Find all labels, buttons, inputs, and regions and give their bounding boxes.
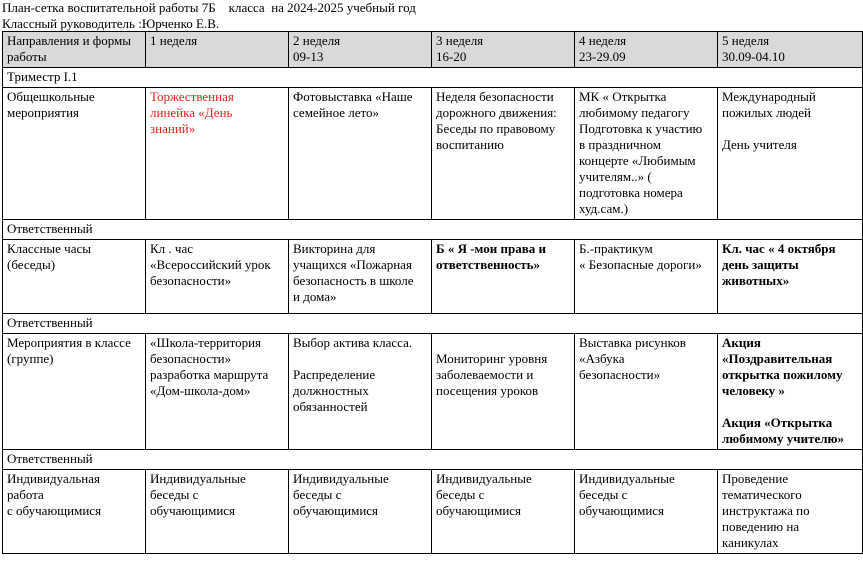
document-title: План-сетка воспитательной работы 7Б класса на 2024-2025 учебный год [2,0,416,15]
text-line: и дома» [293,289,337,304]
school-events-label [3,88,146,220]
text-line: Индивидуальные [150,471,246,486]
header-week-2-cell [289,32,432,68]
class-events-week-1 [146,334,289,450]
class-events-week-4 [575,334,718,450]
text-line: подготовка номера [579,185,683,200]
text-line: 23-29.09 [579,49,626,64]
text-line: «Дом-школа-дом» [150,383,251,398]
text-line: Акция [722,335,761,350]
text-line: тематического [722,487,802,502]
individual-work-row [3,470,863,554]
text-line: обязанностей [293,399,368,414]
text-line: Классные часы [7,241,91,256]
text-line: обучающимися [150,503,236,518]
school-events-row [3,88,863,220]
class-hours-week-2 [289,240,432,314]
text-line: безопасность в школе [293,273,414,288]
responsible-label: Ответственный [3,450,863,470]
text-line: безопасности» [579,367,661,382]
text-line: 09-13 [293,49,324,64]
text-line: человеку » [722,383,785,398]
individual-work-week-2 [289,470,432,554]
text-line: Мероприятия в классе [7,335,131,350]
header-week-4-cell [575,32,718,68]
text-line: Индивидуальные [293,471,389,486]
header-week-5-cell [718,32,863,68]
header-week-1-cell [146,32,289,68]
responsible-label: Ответственный [3,314,863,334]
text-line: беседы с [579,487,628,502]
text-line: « Безопасные дороги» [579,257,702,272]
text-line: семейное лето» [293,105,380,120]
text-line: (группе) [7,351,54,366]
school-events-week-2 [289,88,432,220]
text-line: 30.09-04.10 [722,49,785,64]
school-events-week-5 [718,88,863,220]
text-line: поведению на [722,519,800,534]
text-line: посещения уроков [436,383,539,398]
text-line: обучающимися [293,503,379,518]
text-line: Неделя безопасности [436,89,554,104]
text-line: Проведение [722,471,789,486]
text-line: Кл. час « 4 октября [722,241,836,256]
text-line: Международный [722,89,816,104]
text-line: воспитанию [436,137,504,152]
individual-work-week-1 [146,470,289,554]
text-line: День учителя [722,137,797,152]
individual-work-week-4 [575,470,718,554]
class-teacher-line: Классный руководитель :Юрченко Е.В. [2,16,220,31]
text-line: Акция «Открытка [722,415,833,430]
text-line: безопасности» [150,273,232,288]
trimester-label: Триместр I.1 [3,68,863,88]
class-events-row [3,334,863,450]
text-line: «Всероссийский урок [150,257,271,272]
trimester-row [3,68,863,88]
text-line: каникулах [722,535,779,550]
text-line: Б.-практикум [579,241,653,256]
text-line: любимому педагогу [579,105,690,120]
text-line: Кл . час [150,241,193,256]
text-line: ответственность» [436,257,541,272]
text-line: «Азбука [579,351,625,366]
text-line: с обучающимися [7,503,102,518]
text-line: Мониторинг уровня [436,351,548,366]
responsible-label: Ответственный [3,220,863,240]
text-line: Общешкольные [7,89,95,104]
text-line: Индивидуальные [436,471,532,486]
plan-grid-table [2,31,863,554]
text-line: любимому учителю» [722,431,844,446]
text-line: Индивидуальные [579,471,675,486]
text-line: 2 неделя [293,33,341,48]
text-line: безопасности» [150,351,232,366]
text-line: Б « Я -мои права и [436,241,546,256]
responsible-row [3,450,863,470]
responsible-row [3,314,863,334]
class-events-week-2 [289,334,432,450]
text-line: открытка пожилому [722,367,843,382]
text-line: МК « Открытка [579,89,667,104]
text-line: знаний» [150,121,196,136]
text-line: беседы с [293,487,342,502]
individual-work-week-5 [718,470,863,554]
class-events-week-5 [718,334,863,450]
header-week-3-cell [432,32,575,68]
class-hours-week-1 [146,240,289,314]
text-line: 3 неделя [436,33,484,48]
table-header-row [3,32,863,68]
class-hours-week-5 [718,240,863,314]
text-line: заболеваемости и [436,367,534,382]
text-line: животных» [722,273,790,288]
text-line: обучающимися [579,503,665,518]
text-line: концерте «Любимым [579,153,696,168]
individual-work-label [3,470,146,554]
class-hours-week-4 [575,240,718,314]
text-line: дорожного движения: [436,105,557,120]
text-line: Беседы по правовому [436,121,556,136]
text-line: учителям..» ( [579,169,652,184]
text-line: «Школа-территория [150,335,262,350]
class-hours-row [3,240,863,314]
text-line: день защиты [722,257,799,272]
text-line: Распределение [293,367,376,382]
text-line: инструктажа по [722,503,810,518]
school-events-week-3 [432,88,575,220]
individual-work-week-3 [432,470,575,554]
text-line: Подготовка к участию [579,121,703,136]
text-line: 1 неделя [150,33,198,48]
school-events-week-4 [575,88,718,220]
text-line: Фотовыставка «Наше [293,89,413,104]
class-events-label [3,334,146,450]
text-line: пожилых людей [722,105,811,120]
text-line: линейка «День [150,105,233,120]
text-line: разработка маршрута [150,367,269,382]
text-line: обучающимися [436,503,522,518]
text-line: работы [7,49,47,64]
text-line: должностных [293,383,369,398]
text-line: 5 неделя [722,33,770,48]
class-hours-week-3 [432,240,575,314]
text-line: Выбор актива класса. [293,335,413,350]
header-directions-cell [3,32,146,68]
text-line: беседы с [436,487,485,502]
text-line: Выставка рисунков [579,335,686,350]
text-line: 16-20 [436,49,467,64]
responsible-row [3,220,863,240]
text-line: Викторина для [293,241,376,256]
text-line: в праздничном [579,137,662,152]
class-events-week-3 [432,334,575,450]
class-hours-label [3,240,146,314]
text-line: беседы с [150,487,199,502]
text-line: Направления и формы [7,33,131,48]
school-events-week-1 [146,88,289,220]
text-line: мероприятия [7,105,80,120]
text-line: работа [7,487,44,502]
text-line: Торжественная [150,89,234,104]
text-line: 4 неделя [579,33,627,48]
text-line: (беседы) [7,257,56,272]
text-line: худ.сам.) [579,201,629,216]
text-line: учащихся «Пожарная [293,257,412,272]
text-line: «Поздравительная [722,351,833,366]
text-line: Индивидуальная [7,471,100,486]
